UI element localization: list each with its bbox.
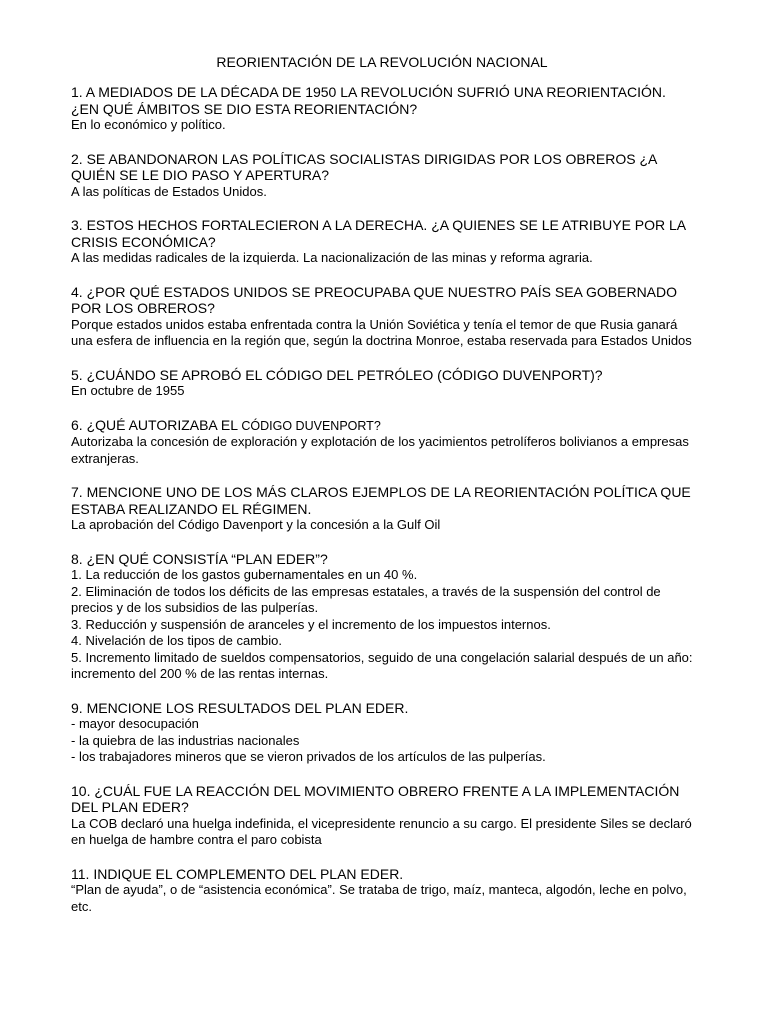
answer-4: Porque estados unidos estaba enfrentada contra la Unión Soviética y tenía el temor de que Rusia ganará una esfera de influencia en la región que, según la doctrina Monroe, estaba reservada para Estados Unidos <box>71 316 692 348</box>
question-11: 11. INDIQUE EL COMPLEMENTO DEL PLAN EDER. <box>71 865 404 882</box>
answer-7: La aprobación del Código Davenport y la concesión a la Gulf Oil <box>71 517 441 532</box>
qa-item-11 <box>71 866 693 916</box>
question-6-text: 6. ¿QUÉ AUTORIZABA EL <box>71 416 242 433</box>
answer-3: A las medidas radicales de la izquierda. La nacionalización de las minas y reforma agraria. <box>71 250 593 265</box>
qa-item-5 <box>71 367 693 400</box>
qa-item-9 <box>71 700 693 766</box>
qa-item-6 <box>71 417 693 468</box>
qa-item-10 <box>71 783 693 849</box>
answer-5: En octubre de 1955 <box>71 383 185 398</box>
question-3: 3. ESTOS HECHOS FORTALECIERON A LA DERECHA. ¿A QUIENES SE LE ATRIBUYE POR LA CRISIS ECONÓMICA? <box>71 217 686 250</box>
answer-9-line-3: - los trabajadores mineros que se vieron privados de los artículos de las pulperías. <box>71 749 546 764</box>
answer-8-line-5: 5. Incremento limitado de sueldos compensatorios, seguido de una congelación salarial después de un año: incremento del 200 % de las rentas internas. <box>71 649 693 681</box>
qa-item-8 <box>71 551 693 683</box>
question-6 <box>71 417 693 435</box>
answer-9-line-1: - mayor desocupación <box>71 716 199 731</box>
answer-11: “Plan de ayuda”, o de “asistencia económica”. Se trataba de trigo, maíz, manteca, algodón, leche en polvo, etc. <box>71 882 687 914</box>
answer-10: La COB declaró una huelga indefinida, el vicepresidente renuncio a su cargo. El presidente Siles se declaró en huelga de hambre contra el paro cobista <box>71 815 692 847</box>
question-10: 10. ¿CUÁL FUE LA REACCIÓN DEL MOVIMIENTO OBRERO FRENTE A LA IMPLEMENTACIÓN DEL PLAN EDER? <box>71 782 680 815</box>
qa-item-2 <box>71 151 693 201</box>
question-5: 5. ¿CUÁNDO SE APROBÓ EL CÓDIGO DEL PETRÓLEO (CÓDIGO DUVENPORT)? <box>71 366 603 383</box>
answer-8-line-1: 1. La reducción de los gastos gubernamentales en un 40 %. <box>71 567 418 582</box>
question-2: 2. SE ABANDONARON LAS POLÍTICAS SOCIALISTAS DIRIGIDAS POR LOS OBREROS ¿A QUIÉN SE LE DIO PASO Y APERTURA? <box>71 150 657 183</box>
answer-8-line-3: 3. Reducción y suspensión de aranceles y el incremento de los impuestos internos. <box>71 616 551 632</box>
answer-8-line-4: 4. Nivelación de los tipos de cambio. <box>71 633 283 648</box>
answer-1: En lo económico y político. <box>71 117 226 132</box>
document-page <box>71 54 693 932</box>
question-7: 7. MENCIONE UNO DE LOS MÁS CLAROS EJEMPLOS DE LA REORIENTACIÓN POLÍTICA QUE ESTABA REALIZANDO EL RÉGIMEN. <box>71 484 691 517</box>
answer-8-line-2: 2. Eliminación de todos los déficits de las empresas estatales, a través de la suspensión del control de precios y de los subsidios de las pulperías. <box>71 583 661 615</box>
qa-item-3 <box>71 217 693 267</box>
question-8: 8. ¿EN QUÉ CONSISTÍA “PLAN EDER”? <box>71 550 328 567</box>
question-9: 9. MENCIONE LOS RESULTADOS DEL PLAN EDER. <box>71 699 409 716</box>
qa-item-4 <box>71 284 693 350</box>
qa-item-1 <box>71 84 693 134</box>
qa-item-7 <box>71 484 693 534</box>
question-6-code-name: CÓDIGO DUVENPORT? <box>241 418 381 433</box>
document-title: REORIENTACIÓN DE LA REVOLUCIÓN NACIONAL <box>216 54 548 70</box>
answer-6: Autorizaba la concesión de exploración y explotación de los yacimientos petrolíferos bolivianos a empresas extranjeras. <box>71 434 689 466</box>
answer-2: A las políticas de Estados Unidos. <box>71 183 267 199</box>
answer-9-line-2: - la quiebra de las industrias nacionales <box>71 732 300 748</box>
question-4: 4. ¿POR QUÉ ESTADOS UNIDOS SE PREOCUPABA QUE NUESTRO PAÍS SEA GOBERNADO POR LOS OBREROS? <box>71 283 678 316</box>
question-1: 1. A MEDIADOS DE LA DÉCADA DE 1950 LA REVOLUCIÓN SUFRIÓ UNA REORIENTACIÓN. ¿EN QUÉ ÁMBITOS SE DIO ESTA REORIENTACIÓN? <box>71 84 666 117</box>
